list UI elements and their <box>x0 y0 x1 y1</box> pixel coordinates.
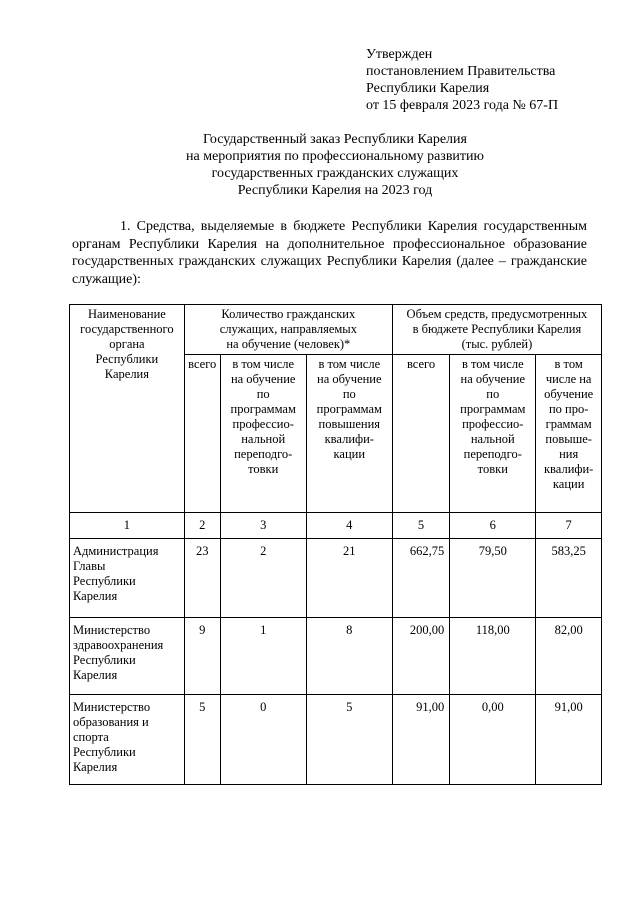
cell-funds-total: 662,75 <box>392 539 449 618</box>
header-line: программам <box>230 402 296 416</box>
header-line: кации <box>333 447 366 461</box>
column-number: 2 <box>184 513 220 539</box>
header-line: служащих, направляемых <box>219 322 357 336</box>
header-line: в бюджете Республики Карелия <box>412 322 582 336</box>
org-line: Республики <box>73 653 136 667</box>
org-line: Республики <box>73 745 136 759</box>
cell-funds-qualification: 91,00 <box>536 695 602 785</box>
header-line: товки <box>477 462 508 476</box>
header-line: Наименование <box>87 307 166 321</box>
cell-funds-qualification: 583,25 <box>536 539 602 618</box>
header-line: органа <box>109 337 145 351</box>
header-line: на обучение <box>460 372 526 386</box>
header-line: повыше- <box>545 432 592 446</box>
header-line: профессио- <box>462 417 524 431</box>
header-line: профессио- <box>232 417 294 431</box>
column-number: 6 <box>450 513 536 539</box>
cell-qualification: 8 <box>306 618 392 695</box>
header-line: повышения <box>318 417 381 431</box>
header-line: квалифи- <box>324 432 374 446</box>
header-total: всего <box>184 355 220 513</box>
header-line: переподго- <box>463 447 522 461</box>
approval-line: Утвержден <box>366 47 433 62</box>
cell-funds-total: 91,00 <box>392 695 449 785</box>
state-order-table <box>69 304 602 785</box>
org-line: Министерство <box>73 700 151 714</box>
approval-line: от 15 февраля 2023 года № 67-П <box>366 98 559 113</box>
header-funds-qualification <box>536 355 602 513</box>
header-line: по про- <box>548 402 589 416</box>
header-funds-total: всего <box>392 355 449 513</box>
header-line: в том числе <box>232 357 295 371</box>
org-line: здравоохранения <box>73 638 164 652</box>
header-row-1 <box>70 305 602 355</box>
header-line: нальной <box>241 432 286 446</box>
column-number: 4 <box>306 513 392 539</box>
table-row <box>70 618 602 695</box>
cell-funds-qualification: 82,00 <box>536 618 602 695</box>
header-line: программам <box>460 402 526 416</box>
header-line: на обучение <box>317 372 382 386</box>
table-row <box>70 695 602 785</box>
cell-total: 5 <box>184 695 220 785</box>
header-line: Количество гражданских <box>221 307 356 321</box>
org-line: Администрация <box>73 544 159 558</box>
header-funds-group <box>392 305 601 355</box>
cell-retraining: 0 <box>220 695 306 785</box>
cell-total: 9 <box>184 618 220 695</box>
header-retraining <box>220 355 306 513</box>
header-line: обучение <box>544 387 594 401</box>
header-line: Карелия <box>104 367 149 381</box>
cell-funds-retraining: 118,00 <box>450 618 536 695</box>
org-line: Министерство <box>73 623 151 637</box>
org-line: образования и <box>73 715 149 729</box>
header-line: кации <box>552 477 585 491</box>
header-line: в том числе <box>318 357 381 371</box>
org-line: Главы <box>73 559 106 573</box>
cell-funds-total: 200,00 <box>392 618 449 695</box>
header-line: нальной <box>470 432 515 446</box>
header-line: на обучение (человек)* <box>226 337 351 351</box>
org-line: Карелия <box>73 589 118 603</box>
approval-line: Республики Карелия <box>366 81 490 96</box>
title-line: государственных гражданских служащих <box>211 166 459 181</box>
header-line: квалифи- <box>543 462 594 476</box>
org-name <box>70 695 185 785</box>
column-number: 5 <box>392 513 449 539</box>
header-line: по <box>256 387 270 401</box>
header-qualification <box>306 355 392 513</box>
table-row <box>70 539 602 618</box>
org-line: Республики <box>73 574 136 588</box>
org-line: Карелия <box>73 760 118 774</box>
column-number-row <box>70 513 602 539</box>
header-line: программам <box>316 402 382 416</box>
header-line: товки <box>248 462 279 476</box>
approval-line: постановлением Правительства <box>366 64 556 79</box>
header-line: по <box>342 387 356 401</box>
column-number: 7 <box>536 513 602 539</box>
cell-retraining: 2 <box>220 539 306 618</box>
title-line: Государственный заказ Республики Карелия <box>203 132 467 147</box>
document-title <box>70 131 600 199</box>
cell-funds-retraining: 0,00 <box>450 695 536 785</box>
header-line: в том <box>554 357 583 371</box>
header-line: на обучение <box>230 372 296 386</box>
column-number: 1 <box>70 513 185 539</box>
header-line: ния <box>559 447 579 461</box>
title-line: на мероприятия по профессиональному развитию <box>186 149 484 164</box>
header-funds-retraining <box>450 355 536 513</box>
header-line: Республики <box>95 352 159 366</box>
header-line: граммам <box>545 417 592 431</box>
org-line: спорта <box>73 730 109 744</box>
header-line: в том числе <box>461 357 524 371</box>
header-line: (тыс. рублей) <box>461 337 533 351</box>
cell-retraining: 1 <box>220 618 306 695</box>
header-org <box>70 305 185 513</box>
header-line: числе на <box>545 372 592 386</box>
header-line: государственного <box>80 322 174 336</box>
cell-qualification: 5 <box>306 695 392 785</box>
cell-qualification: 21 <box>306 539 392 618</box>
header-line: переподго- <box>234 447 293 461</box>
cell-funds-retraining: 79,50 <box>450 539 536 618</box>
org-line: Карелия <box>73 668 118 682</box>
approval-block <box>366 46 558 114</box>
paragraph-1: 1. Средства, выделяемые в бюджете Республики Карелия государственным органам Республики Карелия на дополнительное профессиональное образование государственных гражданских служащих Республики Карелия (далее – гражданские служащие): <box>72 219 587 287</box>
org-name <box>70 618 185 695</box>
header-line: по <box>486 387 500 401</box>
column-number: 3 <box>220 513 306 539</box>
org-name <box>70 539 185 618</box>
header-line: Объем средств, предусмотренных <box>406 307 588 321</box>
cell-total: 23 <box>184 539 220 618</box>
header-count-group <box>184 305 392 355</box>
title-line: Республики Карелия на 2023 год <box>237 183 433 198</box>
